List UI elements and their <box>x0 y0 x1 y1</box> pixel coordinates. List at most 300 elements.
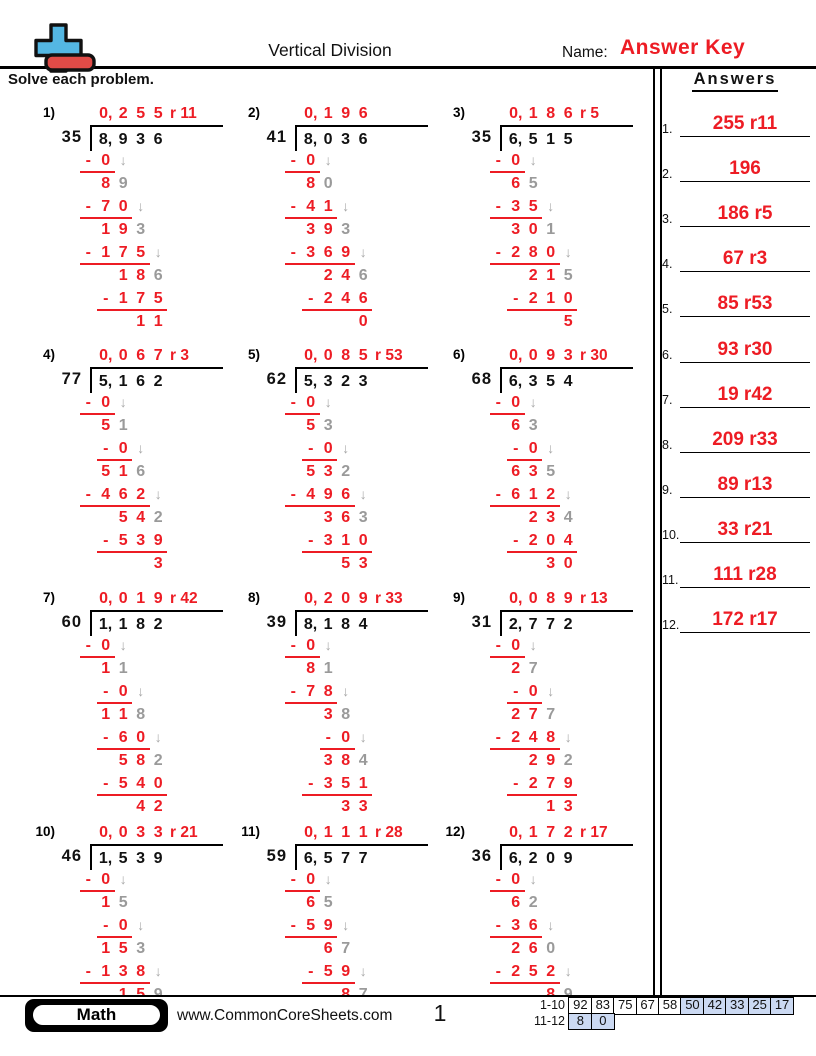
subtraction-line <box>285 151 431 174</box>
subtraction-line <box>80 197 226 220</box>
down-arrow-icon: ↓ <box>564 244 572 260</box>
digit: 2 <box>528 850 538 867</box>
brought-down-digit: 3 <box>341 221 351 238</box>
quotient <box>302 823 430 844</box>
remainder: r 5 <box>580 105 599 122</box>
score-row-label: 11-12 <box>533 1013 565 1028</box>
digit: 4 <box>563 532 573 549</box>
digit: 6 <box>323 244 333 261</box>
digit: 6 <box>511 894 521 911</box>
digit: 0 <box>118 683 128 700</box>
down-arrow-icon: ↓ <box>324 871 332 887</box>
subtraction-underline <box>490 485 560 507</box>
down-arrow-icon: ↓ <box>119 637 127 653</box>
digit: 6 <box>118 729 128 746</box>
digit: 0 <box>118 440 128 457</box>
digit: 4 <box>341 267 351 284</box>
digit: 8 <box>323 683 333 700</box>
work-lines <box>430 636 635 820</box>
digit: 8 <box>101 175 111 192</box>
minus-sign: - <box>290 152 296 169</box>
footer <box>0 995 816 1056</box>
digit: 6, <box>303 850 318 867</box>
score-cell: 25 <box>748 997 772 1015</box>
score-cell: 58 <box>658 997 682 1015</box>
digit: 2 <box>511 244 521 261</box>
subtraction-underline <box>285 682 338 704</box>
answer-item-9 <box>658 472 814 498</box>
digit: 7 <box>546 775 556 792</box>
digit: 0 <box>528 590 538 607</box>
digit: 8 <box>306 660 316 677</box>
minus-sign: - <box>495 963 501 980</box>
brought-down-digit: 4 <box>358 752 368 769</box>
digit: 9 <box>118 131 128 148</box>
subtraction-line <box>285 243 431 266</box>
subtraction-underline <box>490 728 560 750</box>
digit: 2 <box>153 373 163 390</box>
digit: 8, <box>303 616 318 633</box>
down-arrow-icon: ↓ <box>119 394 127 410</box>
result-line <box>507 416 635 439</box>
subtraction-underline <box>490 916 543 938</box>
brought-down-digit: 0 <box>323 175 333 192</box>
subtraction-underline <box>285 151 320 173</box>
subtraction-line <box>285 916 431 939</box>
answer-number: 12. <box>662 618 680 633</box>
result-line <box>97 416 225 439</box>
down-arrow-icon: ↓ <box>342 198 350 214</box>
digit: 7 <box>528 616 538 633</box>
digit: 5, <box>303 373 318 390</box>
digit: 3 <box>563 347 573 364</box>
result-line <box>302 659 430 682</box>
score-row-label: 1-10 <box>539 998 565 1012</box>
digit: 8 <box>306 175 316 192</box>
result-line <box>560 312 636 335</box>
digit: 9 <box>358 590 368 607</box>
digit: 0 <box>528 440 538 457</box>
result-line <box>320 266 431 289</box>
subtraction-line <box>97 682 225 705</box>
division-bracket <box>430 367 635 393</box>
digit: 0 <box>511 394 521 411</box>
dividend <box>295 610 428 636</box>
divisor: 41 <box>266 128 287 146</box>
brought-down-digit: 2 <box>153 752 163 769</box>
subtraction-line <box>507 682 635 705</box>
dividend <box>500 844 633 870</box>
subtraction-underline <box>302 289 372 311</box>
answer-item-8 <box>658 427 814 453</box>
digit: 1 <box>118 463 128 480</box>
brought-down-digit: 3 <box>528 417 538 434</box>
work-lines <box>20 870 225 1008</box>
down-arrow-icon: ↓ <box>564 486 572 502</box>
digit: 9 <box>563 775 573 792</box>
dividend <box>90 844 223 870</box>
dividend <box>295 367 428 393</box>
division-bracket <box>20 125 225 151</box>
digit: 3 <box>528 373 538 390</box>
problem-8 <box>225 589 430 820</box>
digit: 4 <box>306 198 316 215</box>
minus-sign: - <box>103 440 109 457</box>
remainder: r 30 <box>580 347 608 364</box>
digit: 8 <box>341 347 351 364</box>
digit: 0 <box>358 313 368 330</box>
brought-down-digit: 7 <box>341 940 351 957</box>
digit: 6 <box>341 486 351 503</box>
digit: 3 <box>323 373 333 390</box>
brought-down-digit: 5 <box>323 894 333 911</box>
digit: 0 <box>101 637 111 654</box>
work-lines <box>430 870 635 1008</box>
digit: 1 <box>341 824 351 841</box>
division-bracket <box>430 125 635 151</box>
digit: 2 <box>528 775 538 792</box>
answer-number: 3. <box>662 212 673 227</box>
subtraction-line <box>490 151 636 174</box>
digit: 1 <box>101 244 111 261</box>
divisor: 35 <box>61 128 82 146</box>
minus-sign: - <box>85 486 91 503</box>
result-line <box>115 508 226 531</box>
brought-down-digit: 3 <box>358 509 368 526</box>
down-arrow-icon: ↓ <box>154 963 162 979</box>
brought-down-digit: 5 <box>546 463 556 480</box>
brought-down-digit: 2 <box>153 509 163 526</box>
subtraction-underline <box>490 636 525 658</box>
minus-sign: - <box>85 198 91 215</box>
digit: 0 <box>511 637 521 654</box>
divisor: 59 <box>266 847 287 865</box>
digit: 0, <box>99 590 113 607</box>
digit: 5 <box>341 555 351 572</box>
minus-sign: - <box>495 729 501 746</box>
minus-sign: - <box>290 871 296 888</box>
problem-number: 9) <box>452 590 465 605</box>
digit: 5 <box>528 198 538 215</box>
subtraction-line <box>285 485 431 508</box>
subtraction-underline <box>80 243 150 265</box>
down-arrow-icon: ↓ <box>359 486 367 502</box>
subtraction-underline <box>80 393 115 415</box>
digit: 1 <box>341 532 351 549</box>
digit: 5 <box>528 131 538 148</box>
minus-sign: - <box>513 532 519 549</box>
down-arrow-icon: ↓ <box>137 683 145 699</box>
digit: 3 <box>323 463 333 480</box>
minus-sign: - <box>85 871 91 888</box>
digit: 1 <box>118 706 128 723</box>
digit: 3 <box>136 131 145 148</box>
digit: 0, <box>99 347 113 364</box>
subtraction-underline <box>507 531 577 553</box>
digit: 6 <box>511 463 521 480</box>
brought-down-digit: 7 <box>528 660 538 677</box>
score-cell: 17 <box>770 997 794 1015</box>
brought-down-digit: 8 <box>341 706 351 723</box>
subtraction-line <box>285 636 431 659</box>
digit: 1 <box>323 198 333 215</box>
remainder: r 53 <box>375 347 403 364</box>
work-lines <box>225 393 430 577</box>
result-line <box>507 220 635 243</box>
result-line <box>115 266 226 289</box>
answer-number: 10. <box>662 527 680 542</box>
digit: 1 <box>323 824 333 841</box>
result-line <box>355 312 431 335</box>
subtraction-underline <box>80 197 133 219</box>
problem-number: 10) <box>35 824 55 839</box>
digit: 0 <box>341 729 351 746</box>
answer-number: 7. <box>662 392 673 407</box>
result-line <box>542 797 635 820</box>
problem-number: 6) <box>452 347 465 362</box>
remainder: r 3 <box>170 347 189 364</box>
name-label: Name: <box>562 44 608 61</box>
digit: 3 <box>546 555 556 572</box>
digit: 0 <box>118 590 128 607</box>
answer-value: 19 r42 <box>680 384 810 408</box>
digit: 8 <box>546 729 556 746</box>
down-arrow-icon: ↓ <box>547 917 555 933</box>
digit: 0, <box>99 105 113 122</box>
digit: 6 <box>323 940 333 957</box>
answer-number: 8. <box>662 437 673 452</box>
subtraction-underline <box>80 151 115 173</box>
subtraction-underline <box>97 728 150 750</box>
dividend <box>90 367 223 393</box>
brought-down-digit: 3 <box>136 940 146 957</box>
digit: 3 <box>511 198 521 215</box>
divisor: 39 <box>266 613 287 631</box>
answer-item-4 <box>658 246 814 272</box>
subtraction-line <box>490 393 636 416</box>
digit: 8 <box>546 590 556 607</box>
subtraction-line <box>80 243 226 266</box>
digit: 0, <box>304 105 318 122</box>
divisor: 77 <box>61 370 82 388</box>
subtraction-line <box>490 962 636 985</box>
result-line <box>150 554 226 577</box>
subtraction-underline <box>320 728 355 750</box>
subtraction-underline <box>97 774 167 796</box>
subtraction-line <box>285 393 431 416</box>
header-divider-line <box>0 66 816 69</box>
digit: 0 <box>546 532 556 549</box>
digit: 1 <box>118 616 128 633</box>
score-cell: 67 <box>636 997 660 1015</box>
digit: 7 <box>153 347 163 364</box>
digit: 4 <box>306 486 316 503</box>
down-arrow-icon: ↓ <box>529 152 537 168</box>
brought-down-digit: 2 <box>341 463 351 480</box>
digit: 3 <box>323 706 333 723</box>
subtraction-line <box>285 870 431 893</box>
minus-sign: - <box>308 440 314 457</box>
digit: 4 <box>136 775 146 792</box>
minus-sign: - <box>495 637 501 654</box>
digit: 1 <box>101 894 111 911</box>
digit: 5 <box>118 509 128 526</box>
subtraction-underline <box>507 682 542 704</box>
problem-number: 5) <box>247 347 260 362</box>
digit: 7 <box>136 290 146 307</box>
digit: 3 <box>306 221 316 238</box>
digit: 6, <box>508 131 523 148</box>
subtraction-line <box>97 289 225 312</box>
answer-item-11 <box>658 562 814 588</box>
down-arrow-icon: ↓ <box>154 729 162 745</box>
answer-value: 255 r11 <box>680 113 810 137</box>
down-arrow-icon: ↓ <box>547 198 555 214</box>
brought-down-digit: 3 <box>323 417 333 434</box>
minus-sign: - <box>290 917 296 934</box>
digit: 7 <box>546 616 555 633</box>
digit: 2 <box>136 486 146 503</box>
division-bracket <box>430 844 635 870</box>
work-lines <box>225 870 430 1008</box>
work-lines <box>20 636 225 820</box>
division-bracket <box>225 367 430 393</box>
result-line <box>97 939 225 962</box>
digit: 5 <box>563 131 573 148</box>
divisor: 68 <box>471 370 492 388</box>
subtraction-underline <box>97 289 167 311</box>
digit: 0, <box>509 105 523 122</box>
result-line <box>97 174 225 197</box>
work-lines <box>20 151 225 335</box>
work-lines <box>20 393 225 577</box>
digit: 4 <box>136 798 146 815</box>
answer-value: 85 r53 <box>680 293 810 317</box>
subtraction-line <box>320 728 431 751</box>
result-line <box>97 893 225 916</box>
digit: 2 <box>528 267 538 284</box>
digit: 8 <box>341 616 350 633</box>
digit: 5 <box>136 105 146 122</box>
subtraction-underline <box>490 151 525 173</box>
divisor: 46 <box>61 847 82 865</box>
digit: 9 <box>341 963 351 980</box>
down-arrow-icon: ↓ <box>359 244 367 260</box>
digit: 0 <box>118 917 128 934</box>
divisor: 36 <box>471 847 492 865</box>
result-line <box>97 462 225 485</box>
answer-item-3 <box>658 201 814 227</box>
problem-number: 12) <box>445 824 465 839</box>
answer-item-10 <box>658 517 814 543</box>
digit: 5 <box>306 917 316 934</box>
digit: 3 <box>358 555 368 572</box>
divisor: 35 <box>471 128 492 146</box>
subtraction-underline <box>80 962 150 984</box>
problem-3 <box>430 104 635 335</box>
answer-number: 1. <box>662 122 673 136</box>
answer-item-6 <box>658 337 814 363</box>
digit: 3 <box>323 509 333 526</box>
answer-value: 89 r13 <box>680 474 810 498</box>
digit: 1 <box>136 590 146 607</box>
problem-1 <box>20 104 225 335</box>
subtraction-line <box>490 636 636 659</box>
digit: 2 <box>528 509 538 526</box>
minus-sign: - <box>495 244 501 261</box>
subtraction-line <box>507 289 635 312</box>
digit: 3 <box>546 509 556 526</box>
digit: 9 <box>341 105 351 122</box>
digit: 2 <box>323 290 333 307</box>
down-arrow-icon: ↓ <box>137 440 145 456</box>
subtraction-underline <box>97 439 132 461</box>
minus-sign: - <box>495 871 501 888</box>
digit: 9 <box>323 486 333 503</box>
digit: 1 <box>546 267 556 284</box>
subtraction-line <box>302 774 430 797</box>
down-arrow-icon: ↓ <box>529 394 537 410</box>
brought-down-digit: 1 <box>118 660 128 677</box>
brought-down-digit: 6 <box>153 267 163 284</box>
digit: 2 <box>546 963 556 980</box>
digit: 2 <box>118 105 128 122</box>
digit: 2 <box>563 616 573 633</box>
brought-down-digit: 5 <box>528 175 538 192</box>
down-arrow-icon: ↓ <box>342 440 350 456</box>
result-line <box>97 659 225 682</box>
digit: 2 <box>528 290 538 307</box>
brought-down-digit: 2 <box>528 894 538 911</box>
minus-sign: - <box>495 394 501 411</box>
digit: 7 <box>118 244 128 261</box>
digit: 9 <box>323 221 333 238</box>
answer-value: 196 <box>680 158 810 182</box>
score-cell: 42 <box>703 997 727 1015</box>
result-line <box>302 220 430 243</box>
digit: 3 <box>323 752 333 769</box>
digit: 9 <box>563 590 573 607</box>
digit: 5 <box>101 463 111 480</box>
divisor: 31 <box>471 613 492 631</box>
math-badge-label: Math <box>31 1003 162 1027</box>
digit: 6 <box>528 940 538 957</box>
digit: 6 <box>306 894 316 911</box>
digit: 5 <box>341 775 351 792</box>
minus-sign: - <box>103 775 109 792</box>
digit: 0 <box>306 871 316 888</box>
digit: 7 <box>306 683 316 700</box>
digit: 6 <box>511 175 521 192</box>
digit: 5, <box>98 373 113 390</box>
minus-sign: - <box>85 637 91 654</box>
result-line <box>507 893 635 916</box>
brought-down-digit: 1 <box>118 417 128 434</box>
brought-down-digit: 3 <box>136 221 146 238</box>
result-line <box>542 554 635 577</box>
digit: 1 <box>153 313 163 330</box>
remainder: r 33 <box>375 590 403 607</box>
down-arrow-icon: ↓ <box>564 729 572 745</box>
brought-down-digit: 5 <box>563 267 573 284</box>
digit: 8 <box>136 267 146 284</box>
digit: 1 <box>528 486 538 503</box>
quotient <box>97 346 225 367</box>
digit: 0, <box>304 347 318 364</box>
digit: 1 <box>358 824 368 841</box>
digit: 2 <box>341 373 350 390</box>
subtraction-line <box>97 728 225 751</box>
